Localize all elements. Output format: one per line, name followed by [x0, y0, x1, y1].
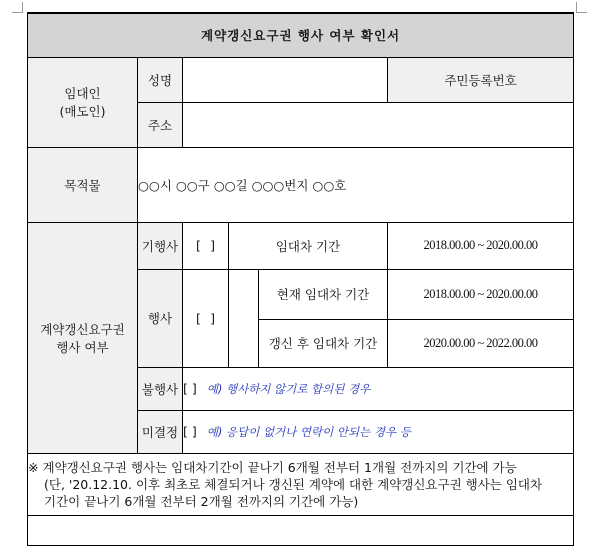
lease-period-label: 임대차 기간 [229, 222, 388, 269]
undecided-cell [183, 410, 574, 453]
renewal-right-label: 계약갱신요구권 [40, 321, 125, 337]
current-lease-period-label: 현재 임대차 기간 [259, 269, 388, 319]
not-exercised-example: 예) 행사하지 않기로 합의된 경우 [206, 381, 371, 396]
not-exercised-cell [183, 367, 574, 410]
exercised-label: 행사 [138, 269, 183, 367]
note-cell [28, 453, 574, 515]
address-field[interactable] [183, 102, 574, 147]
landlord-label-cell [28, 57, 138, 147]
confirmation-form-table [27, 12, 574, 546]
blank-cell [229, 269, 259, 367]
page-corner-mark [12, 2, 23, 13]
exercised-checkbox[interactable]: [ ] [183, 269, 229, 367]
name-field[interactable] [183, 57, 388, 102]
undecided-label: 미결정 [138, 410, 183, 453]
undecided-checkbox[interactable]: [ ] [183, 423, 197, 439]
already-exercised-checkbox[interactable]: [ ] [183, 222, 229, 269]
blank-row [28, 515, 574, 545]
renewal-right-label-cell [28, 222, 138, 453]
not-exercised-checkbox[interactable]: [ ] [183, 380, 197, 396]
property-address: ○○시 ○○구 ○○길 ○○○번지 ○○호 [138, 147, 574, 222]
note-line: ※ 계약갱신요구권 행사는 임대차기간이 끝나기 6개월 전부터 1개월 전까지의 기간에 가능 [28, 459, 517, 475]
current-lease-period-value: 2018.00.00 ~ 2020.00.00 [388, 269, 574, 319]
lease-period-value: 2018.00.00 ~ 2020.00.00 [388, 222, 574, 269]
already-exercised-label: 기행사 [138, 222, 183, 269]
renewed-lease-period-value: 2020.00.00 ~ 2022.00.00 [388, 319, 574, 367]
undecided-example: 예) 응답이 없거나 연락이 안되는 경우 등 [206, 424, 411, 439]
page-corner-mark [576, 2, 587, 13]
resident-id-label: 주민등록번호 [388, 57, 574, 102]
not-exercised-label: 불행사 [138, 367, 183, 410]
form-title: 계약갱신요구권 행사 여부 확인서 [28, 13, 574, 57]
address-label: 주소 [138, 102, 183, 147]
landlord-label-sub: (매도인) [59, 104, 106, 119]
property-label: 목적물 [28, 147, 138, 222]
renewed-lease-period-label: 갱신 후 임대차 기간 [259, 319, 388, 367]
renewal-right-label-sub: 행사 여부 [56, 339, 109, 355]
note-line: (단, '20.12.10. 이후 최초로 체결되거나 갱신된 계약에 대한 계약갱신요구권 행사는 임대차 [44, 476, 543, 492]
landlord-label: 임대인 [64, 86, 101, 101]
name-label: 성명 [138, 57, 183, 102]
note-line: 기간이 끝나기 6개월 전부터 2개월 전까지의 기간에 가능) [44, 493, 359, 509]
